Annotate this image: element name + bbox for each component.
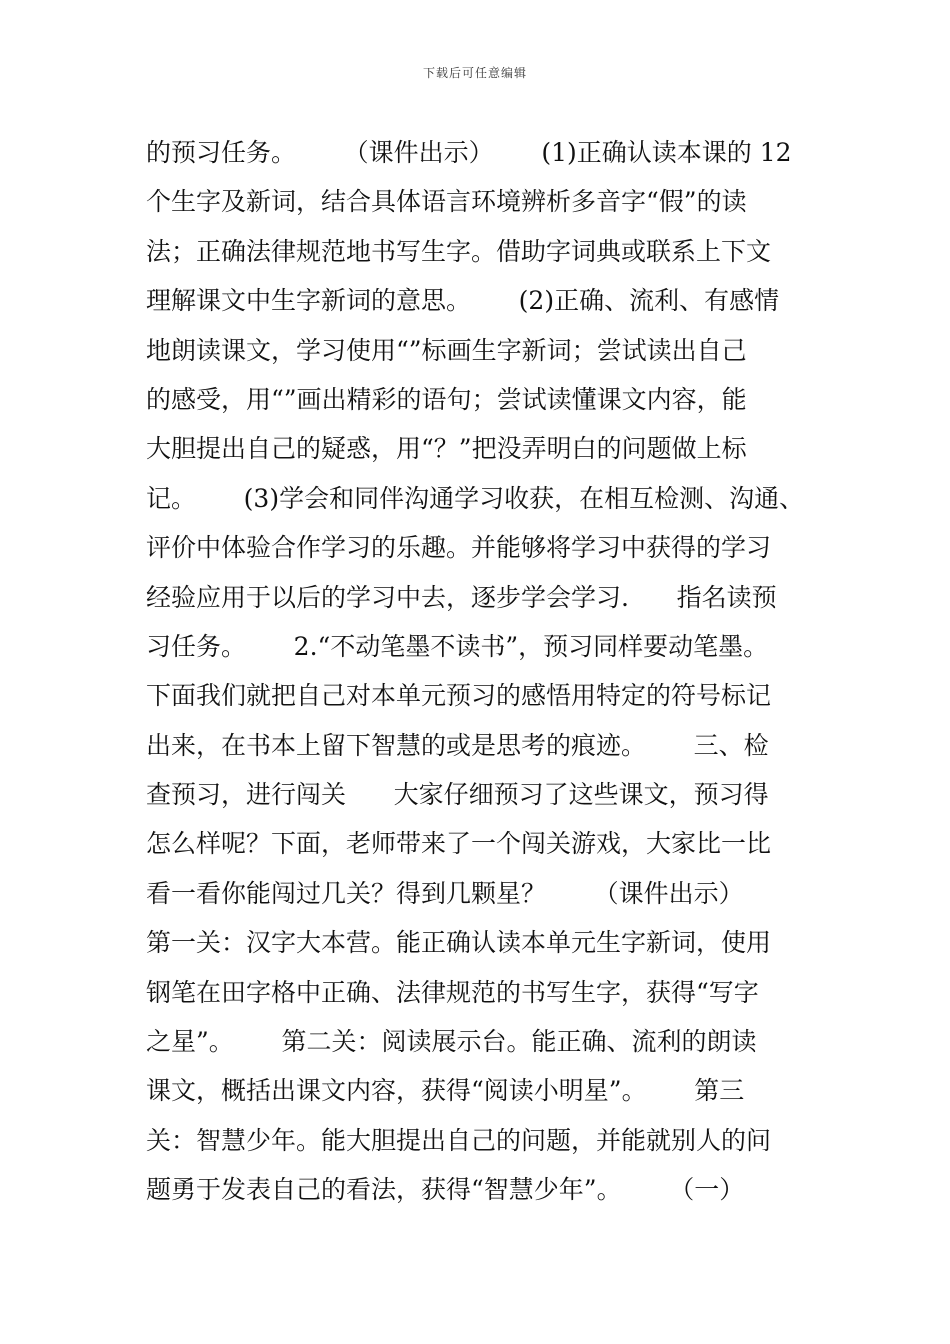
text-line: 理解课文中生字新词的意思。 (2)正确、流利、有感情 — [146, 286, 780, 316]
text-line: 法；正确法律规范地书写生字。借助字词典或联系上下文 — [146, 236, 772, 266]
text-line: 的感受，用“”画出精彩的语句；尝试读懂课文内容，能 — [146, 384, 747, 414]
text-line: 经验应用于以后的学习中去，逐步学会学习. 指名读预 — [146, 582, 777, 612]
text-line: 出来，在书本上留下智慧的或是思考的痕迹。 三、检 — [146, 730, 769, 760]
text-line: 下面我们就把自己对本单元预习的感悟用特定的符号标记 — [146, 681, 772, 711]
text-line: 评价中体验合作学习的乐趣。并能够将学习中获得的学习 — [146, 533, 772, 563]
text-line: 大胆提出自己的疑惑，用“？”把没弄明白的问题做上标 — [146, 434, 747, 464]
text-line: 钢笔在田字格中正确、法律规范的书写生字，获得“写字 — [146, 977, 759, 1007]
text-line: 习任务。 2.“不动笔墨不读书”，预习同样要动笔墨。 — [146, 631, 769, 661]
text-line: 地朗读课文，学习使用“”标画生字新词；尝试读出自己 — [146, 335, 747, 365]
page-header: 下载后可任意编辑 — [422, 66, 527, 80]
text-line: 关：智慧少年。能大胆提出自己的问题，并能就别人的问 — [146, 1125, 772, 1155]
text-line: 题勇于发表自己的看法，获得“智慧少年”。 （一） — [146, 1175, 745, 1205]
text-line: 的预习任务。 （课件出示） (1)正确认读本课的 12 — [146, 138, 792, 167]
text-line: 怎么样呢？下面，老师带来了一个闯关游戏，大家比一比 — [146, 829, 772, 859]
text-line: 看一看你能闯过几关？得到几颗星？ （课件出示） — [146, 878, 744, 908]
document-body — [146, 128, 846, 1215]
text-line: 个生字及新词，结合具体语言环境辨析多音字“假”的读 — [146, 187, 747, 217]
text-line: 查预习，进行闯关 大家仔细预习了这些课文，预习得 — [146, 780, 769, 810]
text-line: 记。 (3)学会和同伴沟通学习收获，在相互检测、沟通、 — [146, 483, 805, 513]
text-line: 之星”。 第二关：阅读展示台。能正确、流利的朗读 — [146, 1027, 757, 1057]
text-line: 第一关：汉字大本营。能正确认读本单元生字新词，使用 — [146, 928, 772, 958]
text-line: 课文，概括出课文内容，获得“阅读小明星”。 第三 — [146, 1076, 745, 1106]
